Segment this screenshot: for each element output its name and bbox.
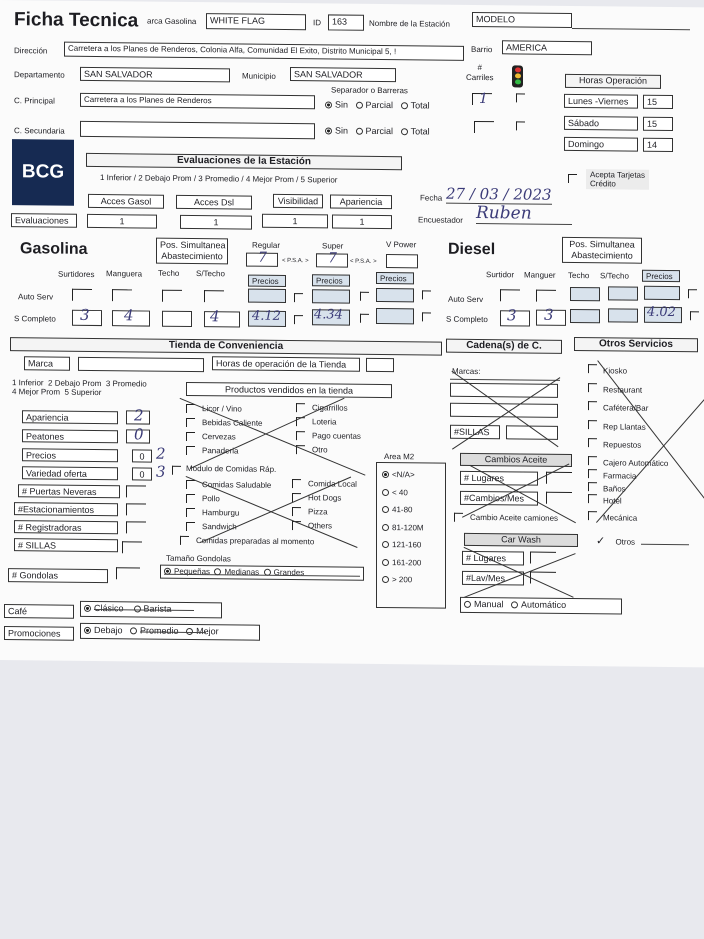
metric-apariencia-value: 2 — [134, 406, 144, 425]
gas-autoserv-surtidores[interactable] — [72, 289, 92, 301]
super-label: Super — [322, 241, 344, 251]
producto-cervezas: Cervezas — [202, 432, 236, 442]
gas-autoserv-precio-vpower[interactable] — [376, 288, 414, 302]
acepta-tarjetas-label: Acepta Tarjetas Crédito — [586, 169, 649, 190]
evaluaciones-scale: 1 Inferior / 2 Debajo Prom / 3 Promedio / 4 Mejor Prom / 5 Superior — [100, 173, 338, 185]
modulo-comidas-checkbox[interactable] — [172, 466, 181, 475]
metric-variedad-field[interactable]: 0 — [132, 467, 152, 480]
eval-col-visibilidad: Visibilidad — [273, 194, 323, 209]
gas-autoserv-manguera[interactable] — [112, 289, 132, 301]
area-m2-title: Area M2 — [384, 452, 415, 462]
comida-local-checkbox[interactable] — [292, 479, 301, 488]
metric-registradoras-field[interactable] — [126, 521, 146, 533]
eval-apariencia-field[interactable]: 1 — [332, 214, 392, 229]
producto-licor-checkbox[interactable] — [186, 404, 195, 413]
marca-gasolina-label: arca Gasolina — [147, 16, 197, 27]
hours-saturday-field[interactable]: 15 — [643, 117, 673, 131]
carriles-value: 1 — [479, 91, 488, 108]
otros-checkmark-icon: ✓ — [596, 535, 606, 548]
cafe-options[interactable]: Clásico Barista — [80, 601, 222, 618]
tienda-marca-label: Marca — [24, 356, 70, 370]
otros-item-farmacia: Farmacia — [588, 469, 668, 483]
gondolas-field[interactable] — [116, 567, 140, 579]
eval-acces-gasol-field[interactable]: 1 — [87, 214, 157, 229]
cambios-aceite-title: Cambios Aceite — [460, 453, 572, 467]
metric-estacionamientos-field[interactable] — [126, 503, 146, 515]
diesel-pos-simultanea: Pos. Simultanea Abastecimiento — [562, 237, 642, 264]
vpower-pos-field[interactable] — [386, 254, 418, 268]
tienda-marca-field[interactable] — [78, 357, 204, 372]
principal-label: C. Principal — [14, 96, 55, 106]
separador-label: Separador o Barreras — [331, 85, 408, 96]
psa-super: < P.S.A. > — [350, 258, 377, 265]
producto-panaderia: Panaderia — [202, 446, 239, 456]
diesel-scompleto-manguer-value: 3 — [544, 305, 554, 324]
estacion-field[interactable]: MODELO — [472, 12, 572, 28]
productos-title: Productos vendidos en la tienda — [186, 382, 392, 398]
vpower-label: V Power — [386, 240, 417, 250]
gas-col-techo: Techo — [158, 268, 180, 278]
carriles-secundaria-flag[interactable] — [516, 121, 525, 130]
producto-cigarrillos: Cigarrillos — [312, 403, 348, 413]
diesel-autoserv-flag[interactable] — [688, 289, 697, 298]
hours-weekdays-field[interactable]: 15 — [643, 95, 673, 109]
fecha-label: Fecha — [420, 193, 443, 203]
metric-estacionamientos-label: #Estacionamientos — [14, 502, 118, 516]
otros-servicios-list-2[interactable] — [588, 456, 668, 525]
metric-variedad-label: Variedad oferta — [22, 466, 118, 480]
comida-local: Comida Local — [308, 479, 357, 489]
producto-pago-checkbox[interactable] — [296, 431, 305, 440]
separador-secundaria-options[interactable]: Sin Parcial Total — [325, 125, 430, 136]
gasolina-pos-simultanea: Pos. Simultanea Abastecimiento — [156, 238, 228, 265]
eval-col-acces-dsl: Acces Dsl — [176, 195, 252, 210]
metric-apariencia-label: Apariencia — [22, 410, 118, 424]
bcg-logo — [12, 139, 74, 206]
comida-sandwich: Sandwich — [202, 522, 237, 532]
regular-pos-value: 7 — [258, 249, 267, 266]
gas-col-manguera: Manguera — [106, 269, 143, 279]
gasolina-title: Gasolina — [20, 240, 88, 258]
secundaria-field[interactable] — [80, 121, 315, 139]
modulo-comidas-label: Modulo de Comidas Ráp. — [186, 463, 277, 474]
diesel-autoserv-techo[interactable] — [570, 287, 600, 301]
precios-vpower-header: Precios — [376, 272, 414, 284]
carwash-title: Car Wash — [464, 533, 578, 547]
evaluaciones-title: Evaluaciones de la Estación — [86, 153, 402, 170]
gas-precio-super-value: 4.34 — [314, 307, 343, 323]
producto-licor: Licor / Vino — [202, 404, 242, 414]
cadena-marcas-label: Marcas: — [452, 366, 481, 377]
comidas-preparadas-checkbox[interactable] — [180, 536, 189, 545]
producto-panaderia-checkbox[interactable] — [186, 446, 195, 455]
producto-cervezas-checkbox[interactable] — [186, 432, 195, 441]
carriles-secundaria-checkbox[interactable] — [474, 121, 494, 133]
id-label: ID — [313, 18, 321, 28]
cadena-title: Cadena(s) de C. — [446, 339, 562, 354]
cadena-sillas-label: #SILLAS — [450, 425, 500, 440]
gas-autoserv-super-flag[interactable] — [360, 292, 369, 301]
diesel-col-stecho: S/Techo — [600, 271, 629, 281]
gas-col-surtidores: Surtidores — [58, 269, 95, 279]
gas-autoserv-vpower-flag[interactable] — [422, 290, 431, 299]
metric-puertas-field[interactable] — [126, 485, 146, 497]
diesel-autoserv-precio[interactable] — [644, 286, 680, 300]
departamento-label: Departamento — [14, 70, 65, 80]
secundaria-label: C. Secundaria — [14, 126, 65, 136]
promociones-options[interactable]: Debajo Promedio Mejor — [80, 623, 260, 641]
otros-item-otros[interactable]: ✓ Otros — [596, 534, 689, 548]
acepta-tarjetas-checkbox[interactable] — [568, 174, 577, 183]
producto-bebidas-checkbox[interactable] — [186, 418, 195, 427]
gas-autoserv-precio-super[interactable] — [312, 289, 350, 303]
hours-sunday-field[interactable]: 14 — [643, 138, 673, 152]
gas-scompleto-stecho-value: 4 — [210, 307, 220, 326]
metric-variedad-note: 3 — [156, 462, 166, 481]
metric-sillas-field[interactable] — [122, 541, 142, 553]
eval-col-apariencia: Apariencia — [330, 194, 392, 209]
diesel-scompleto-flag[interactable] — [690, 311, 699, 320]
metric-precios-note: 2 — [156, 444, 166, 463]
metric-precios-field[interactable]: 0 — [132, 449, 152, 462]
tienda-horas-field[interactable] — [366, 358, 394, 372]
tamano-gondolas-options[interactable]: Pequeñas Medianas Grandes — [160, 565, 364, 581]
direccion-label: Dirección — [14, 46, 48, 56]
comida-saludable-checkbox[interactable] — [186, 480, 195, 489]
otros-item-kiosko: Kiosko — [588, 362, 648, 381]
psa-regular: < P.S.A. > — [282, 257, 309, 265]
precios-super-header: Precios — [312, 274, 350, 286]
gas-precio-regular-value: 4.12 — [252, 308, 281, 324]
otros-item-hotel: Hotel — [588, 495, 668, 509]
barrio-label: Barrio — [471, 44, 493, 55]
regular-label: Regular — [252, 240, 281, 250]
producto-bebidas: Bebidas Caliente — [202, 418, 263, 428]
direccion-field[interactable]: Carretera a los Planes de Renderos, Colonia Alfa, Comunidad El Exito, Distrito Municipal 5, ! — [64, 42, 464, 61]
comida-hotdogs: Hot Dogs — [308, 493, 342, 503]
gas-scompleto-super-flag[interactable] — [360, 314, 369, 323]
barrio-field[interactable]: AMERICA — [502, 40, 592, 55]
hours-saturday-label: Sábado — [564, 116, 638, 131]
precios-regular-header: Precios — [248, 275, 286, 287]
cambios-mes-field[interactable] — [546, 492, 572, 504]
diesel-autoserv-stecho[interactable] — [608, 286, 638, 300]
gas-scompleto-manguera-value: 4 — [124, 306, 134, 325]
diesel-autoserv-manguer[interactable] — [536, 290, 556, 302]
carwash-lav-mes-label: #Lav/Mes — [462, 571, 524, 586]
carwash-options[interactable]: Manual Automático — [460, 597, 622, 615]
otros-item-restaurant: Restaurant — [588, 381, 648, 400]
cadena-marca-field-2[interactable] — [450, 403, 558, 418]
eval-acces-dsl-field[interactable]: 1 — [180, 215, 252, 230]
gas-scompleto-label: S Completo — [14, 314, 56, 324]
metric-registradoras-label: # Registradoras — [14, 520, 118, 534]
gondolas-label: # Gondolas — [8, 568, 108, 583]
marca-gasolina-field[interactable]: WHITE FLAG — [206, 13, 306, 30]
traffic-light-icon — [512, 65, 523, 87]
id-field[interactable]: 163 — [328, 14, 364, 30]
carriles-flag-checkbox[interactable] — [516, 93, 525, 102]
diesel-col-manguer: Manguer — [524, 270, 556, 280]
otros-item-repuestos: Repuestos — [588, 437, 648, 456]
evaluaciones-label: Evaluaciones — [11, 213, 77, 228]
principal-field[interactable]: Carretera a los Planes de Renderos — [80, 93, 315, 109]
eval-col-acces-gasol: Acces Gasol — [88, 194, 164, 209]
diesel-scompleto-stecho[interactable] — [608, 308, 638, 322]
hours-sunday-label: Domingo — [564, 137, 638, 152]
municipio-label: Municipio — [242, 71, 276, 81]
comida-others: Others — [308, 521, 333, 531]
otros-item-banos: Baños — [588, 482, 668, 496]
producto-loteria: Loteria — [312, 417, 337, 427]
form-title: Ficha Tecnica — [14, 9, 139, 32]
gas-scompleto-surtidores-value: 3 — [80, 305, 90, 324]
gas-scompleto-techo[interactable] — [162, 311, 192, 327]
horas-operacion-title: Horas Operación — [565, 74, 661, 89]
hours-weekdays-label: Lunes -Viernes — [564, 94, 638, 109]
otros-item-cajero: Cajero Automático — [588, 456, 668, 470]
metric-sillas-label: # SILLAS — [14, 538, 118, 552]
comida-pollo-checkbox[interactable] — [186, 494, 195, 503]
gas-autoserv-label: Auto Serv — [18, 292, 54, 302]
encuestador-label: Encuestador — [418, 215, 463, 225]
diesel-precio-value: 4.02 — [647, 304, 676, 321]
encuestador-value[interactable]: Ruben — [476, 203, 572, 225]
comidas-preparadas: Comidas preparadas al momento — [196, 536, 315, 547]
diesel-scompleto-techo[interactable] — [570, 309, 600, 323]
gas-autoserv-techo[interactable] — [162, 290, 182, 302]
tienda-scale: 1 Inferior 2 Debajo Prom 3 Promedio 4 Mejor Prom 5 Superior — [12, 378, 147, 398]
comida-hamburguesa-checkbox[interactable] — [186, 508, 195, 517]
comida-sandwich-checkbox[interactable] — [186, 522, 195, 531]
gas-scompleto-vpower-flag[interactable] — [422, 312, 431, 321]
gas-autoserv-precio-regular[interactable] — [248, 289, 286, 303]
comida-pollo: Pollo — [202, 494, 220, 504]
diesel-title: Diesel — [448, 240, 496, 259]
gas-col-stecho: S/Techo — [196, 269, 225, 279]
diesel-autoserv-label: Auto Serv — [448, 294, 484, 305]
comida-hamburguesa: Hamburgu — [202, 508, 240, 518]
gas-scompleto-regular-flag[interactable] — [294, 315, 303, 324]
tamano-gondolas-label: Tamaño Gondolas — [166, 553, 231, 564]
producto-otro: Otro — [312, 445, 328, 455]
gas-autoserv-regular-flag[interactable] — [294, 293, 303, 302]
separador-principal-options[interactable]: Sin Parcial Total — [325, 99, 430, 110]
comida-pizza: Pizza — [308, 507, 328, 517]
promociones-label: Promociones — [4, 626, 74, 641]
diesel-col-surtidor: Surtidor — [486, 270, 515, 280]
super-pos-value: 7 — [328, 250, 337, 267]
otros-item-mecanica: Mecánica — [588, 511, 668, 525]
otros-item-cafeteria: Cafétera/Bar — [588, 399, 648, 418]
departamento-field[interactable]: SAN SALVADOR — [80, 67, 230, 83]
diesel-precios-header: Precios — [642, 270, 680, 282]
otros-servicios-list[interactable] — [588, 362, 648, 456]
area-options[interactable]: <N/A> < 40 41-80 81-120M 121-160 161-200 > 200 — [382, 466, 424, 589]
gas-autoserv-stecho[interactable] — [204, 290, 224, 302]
diesel-scompleto-surtidor-value: 3 — [507, 306, 517, 325]
tienda-title: Tienda de Conveniencia — [10, 337, 442, 356]
tienda-horas-label: Horas de operación de la Tienda — [212, 356, 360, 372]
comida-pizza-checkbox[interactable] — [292, 507, 301, 516]
diesel-col-techo: Techo — [568, 270, 590, 281]
diesel-autoserv-surtidor[interactable] — [500, 289, 520, 301]
gas-precio-vpower-field[interactable] — [376, 308, 414, 324]
metric-puertas-label: # Puertas Neveras — [18, 484, 120, 498]
eval-visibilidad-field[interactable]: 1 — [262, 214, 328, 229]
cambios-mes-label: #Cambios/Mes — [460, 491, 538, 506]
metric-peatones-value: 0 — [134, 425, 144, 444]
metric-precios-label: Precios — [22, 448, 118, 462]
cafe-label: Café — [4, 604, 74, 619]
estacion-label: Nombre de la Estación — [369, 18, 450, 29]
carwash-lugares-label: # Lugares — [462, 551, 524, 566]
carriles-label: # Carriles — [466, 63, 494, 83]
producto-cigarrillos-checkbox[interactable] — [296, 403, 305, 412]
comida-saludable: Comidas Saludable — [202, 480, 272, 490]
fecha-value[interactable]: 27 / 03 / 2023 — [446, 184, 552, 204]
producto-pago: Pago cuentas — [312, 431, 361, 441]
municipio-field[interactable]: SAN SALVADOR — [290, 67, 396, 82]
cambios-lugares-label: # Lugares — [460, 471, 538, 486]
diesel-scompleto-label: S Completo — [446, 314, 488, 325]
bcg-logo-text: BCG — [21, 161, 65, 183]
metric-peatones-label: Peatones — [22, 429, 118, 443]
otros-servicios-title: Otros Servicios — [574, 337, 698, 352]
cambio-camiones-label: Cambio Aceite camiones — [470, 512, 559, 523]
otros-item-llantas: Rep Llantas — [588, 418, 648, 437]
